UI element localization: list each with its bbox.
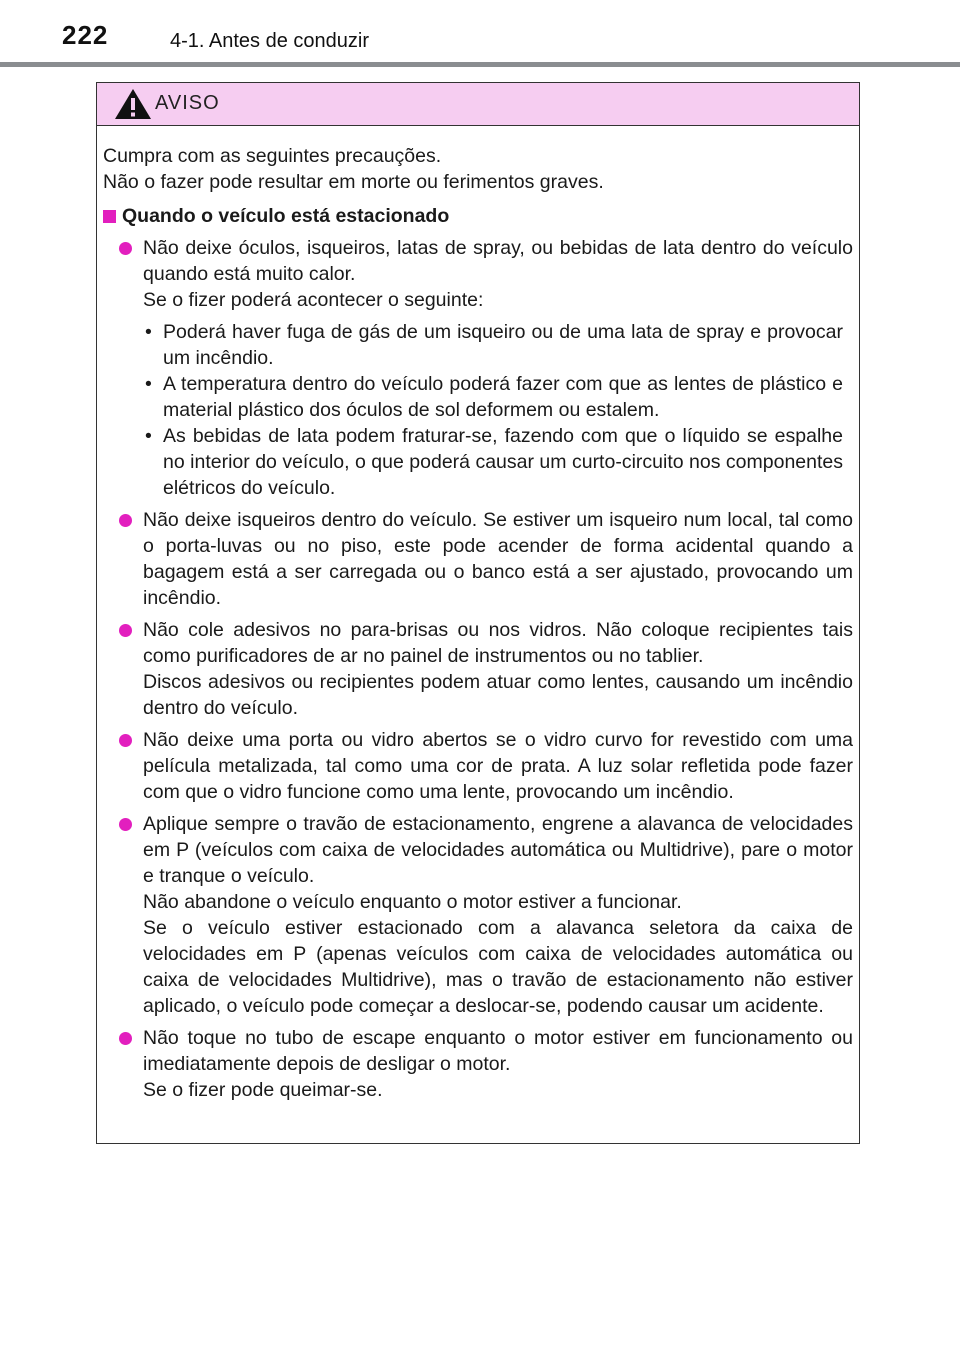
item-paragraph: Não toque no tubo de escape enquanto o motor estiver em funcionamento ou imediatamente depois de desligar o motor. [143,1027,853,1075]
item-paragraph: Não cole adesivos no para-brisas ou nos vidros. Não coloque recipientes tais como purificadores de ar no painel de instrumentos ou no tablier. [143,619,853,667]
intro-line: Cumpra com as seguintes precauções. [103,145,442,167]
intro-line: Não o fazer pode resultar em morte ou ferimentos graves. [103,171,604,193]
warning-intro [103,143,853,195]
warning-body [97,126,859,1103]
list-item [103,1025,853,1103]
warning-header [97,83,859,126]
item-paragraph: Não deixe uma porta ou vidro abertos se o vidro curvo for revestido com uma película metalizada, tal como uma cor de prata. A luz solar refletida pode fazer com que o vidro funcione como uma lente, provocando um incêndio. [143,729,853,803]
dot-bullet-icon: • [145,425,152,447]
sub-item-text: A temperatura dentro do veículo poderá fazer com que as lentes de plástico e material plástico dos óculos de sol deformem ou estalem. [163,373,843,421]
sub-list-item [143,371,853,423]
sub-item-text: Poderá haver fuga de gás de um isqueiro ou de uma lata de spray e provocar um incêndio. [163,321,843,369]
item-paragraph: Não deixe óculos, isqueiros, latas de spray, ou bebidas de lata dentro do veículo quando está muito calor. [143,237,853,285]
warning-box [96,82,860,1144]
sub-list-item [143,423,853,501]
dot-bullet-icon: • [145,373,152,395]
square-bullet-icon [103,210,116,223]
section-title: 4-1. Antes de conduzir [170,30,370,52]
warning-triangle-icon [113,87,153,121]
item-paragraph: Se o veículo estiver estacionado com a alavanca seletora da caixa de velocidades em P (apenas veículos com caixa de velocidades automática ou caixa de velocidades Multidrive), mas o travão de estacionamento não estiver aplicado, o veículo pode começar a deslocar-se, podendo causar um acidente. [143,917,853,1017]
round-bullet-icon [119,514,132,527]
item-paragraph: Discos adesivos ou recipientes podem atuar como lentes, causando um incêndio dentro do veículo. [143,671,853,719]
dot-bullet-icon: • [145,321,152,343]
round-bullet-icon [119,242,132,255]
item-paragraph: Aplique sempre o travão de estacionamento, engrene a alavanca de velocidades em P (veículos com caixa de velocidades automática ou Multidrive), pare o motor e tranque o veículo. [143,813,853,887]
item-paragraph: Não abandone o veículo enquanto o motor estiver a funcionar. [143,891,682,913]
list-item [103,507,853,611]
list-item [103,811,853,1019]
item-paragraph: Não deixe isqueiros dentro do veículo. Se estiver um isqueiro num local, tal como o porta-luvas ou no piso, este pode acender de forma acidental quando a bagagem está a ser carregada ou o banco está a ser ajustado, provocando um incêndio. [143,509,853,609]
round-bullet-icon [119,818,132,831]
section-heading [103,203,853,229]
sub-item-text: As bebidas de lata podem fraturar-se, fazendo com que o líquido se espalhe no interior do veículo, o que poderá causar um curto-circuito nos componentes elétricos do veículo. [163,425,843,499]
round-bullet-icon [119,1032,132,1045]
list-item [103,235,853,501]
section-heading-text: Quando o veículo está estacionado [122,205,450,227]
warning-label: AVISO [155,92,220,114]
page-number: 222 [62,20,109,50]
sub-list [143,319,853,501]
list-item [103,617,853,721]
header-rule [0,62,960,67]
list-item [103,727,853,805]
sub-list-item [143,319,853,371]
round-bullet-icon [119,624,132,637]
item-paragraph: Se o fizer pode queimar-se. [143,1079,383,1101]
round-bullet-icon [119,734,132,747]
item-paragraph: Se o fizer poderá acontecer o seguinte: [143,289,484,311]
